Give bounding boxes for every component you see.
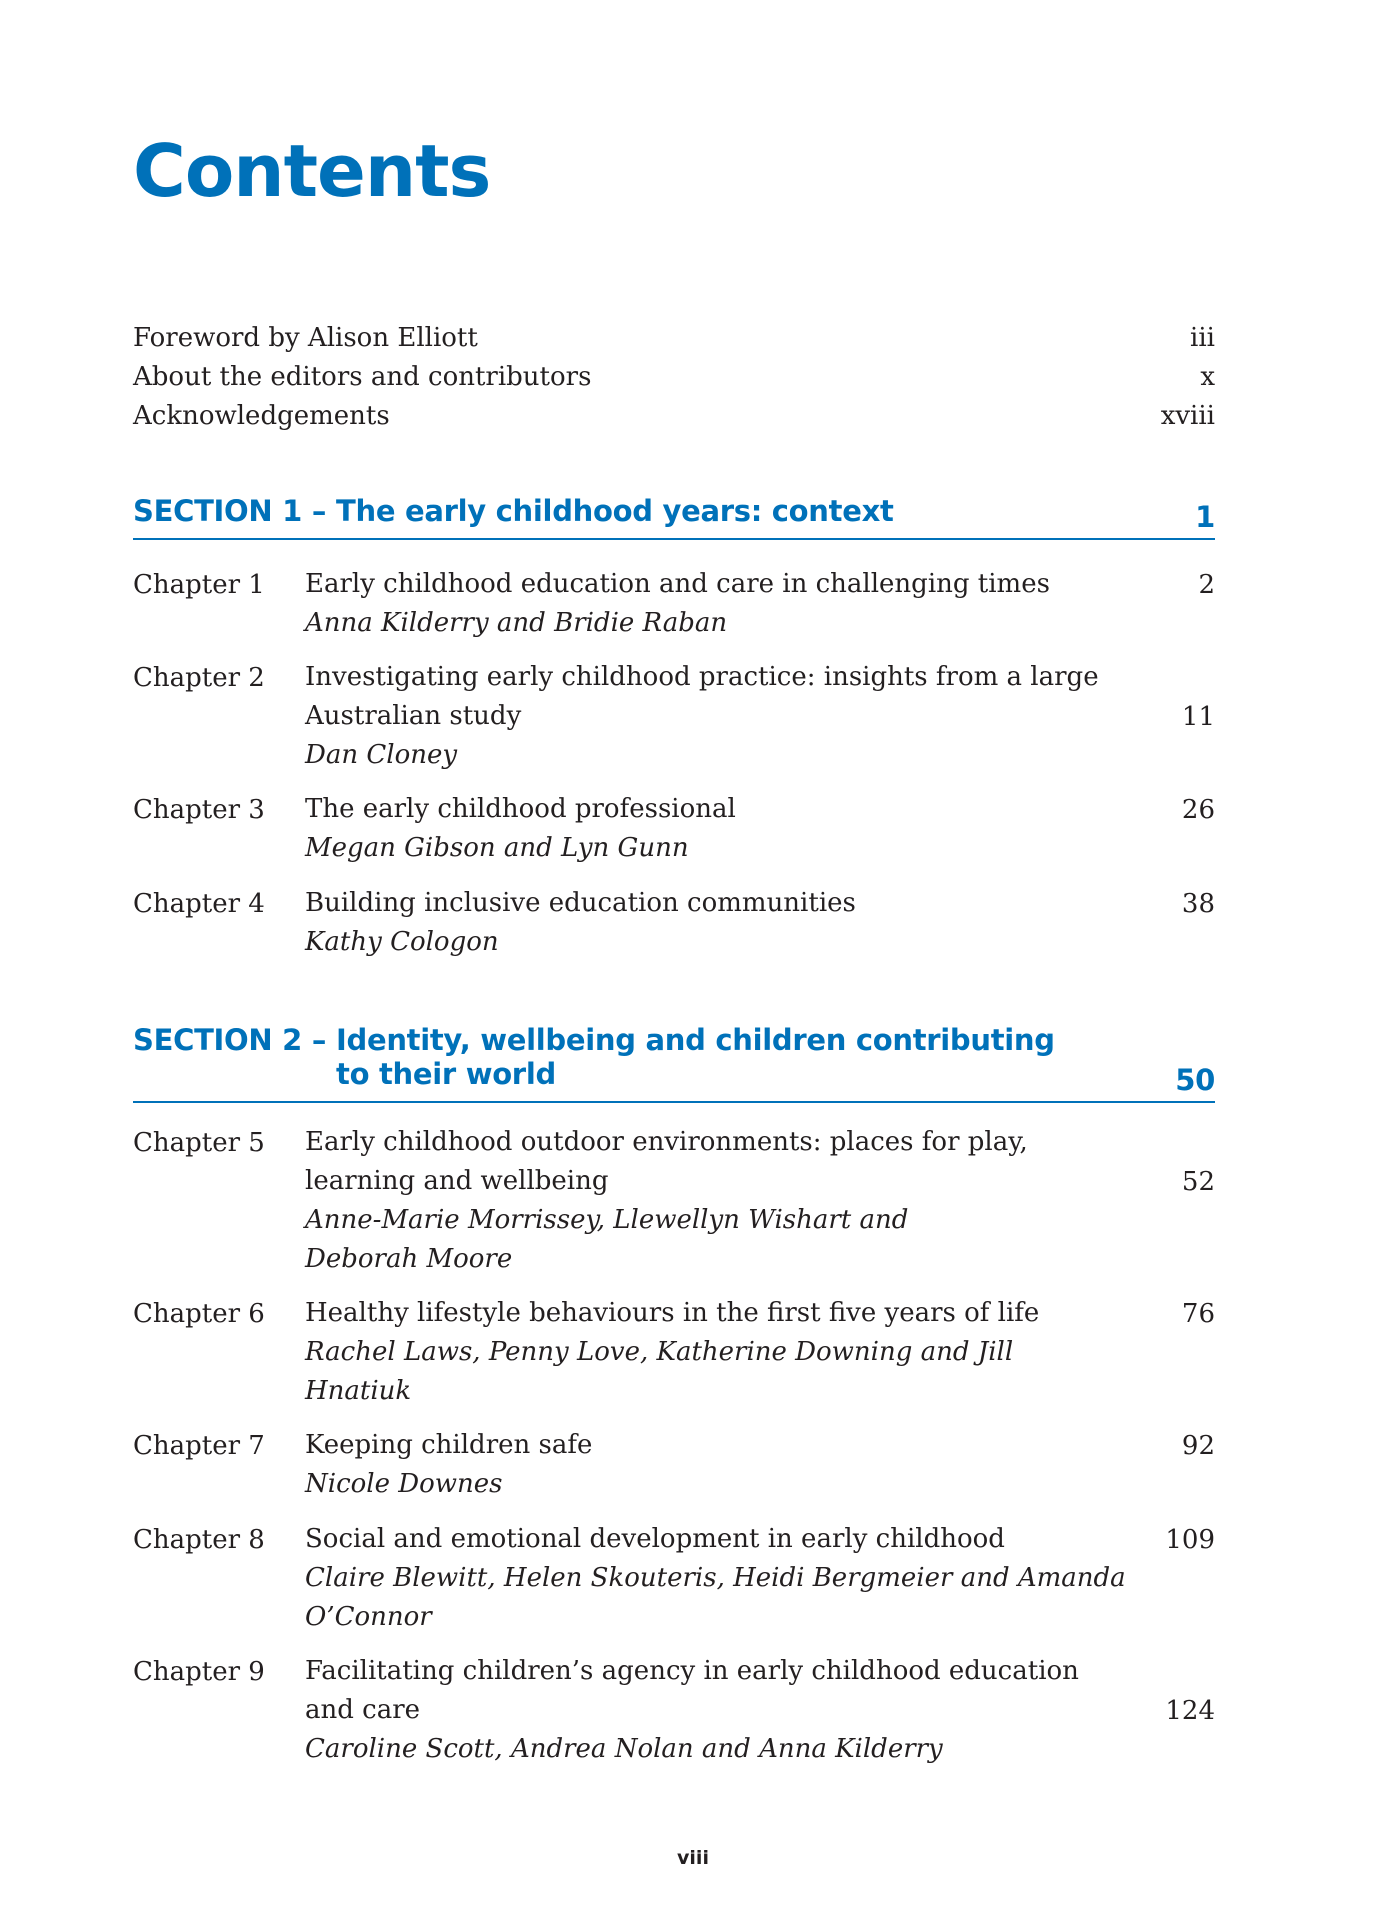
page-title: Contents xyxy=(133,129,491,213)
chapter-number: Chapter 8 xyxy=(133,1525,265,1555)
front-matter-row-foreword xyxy=(133,318,1215,358)
chapter-page: 38 xyxy=(1181,889,1215,919)
chapter-author-line: Megan Gibson and Lyn Gunn xyxy=(305,833,689,863)
chapter-title-line: Healthy lifestyle behaviours in the first five years of life xyxy=(305,1298,1040,1328)
front-matter-row-about xyxy=(133,357,1215,397)
chapter-number: Chapter 4 xyxy=(133,889,265,919)
chapter-title-line: The early childhood professional xyxy=(305,794,736,824)
chapter-number: Chapter 9 xyxy=(133,1657,265,1687)
chapter-title-line: Australian study xyxy=(305,701,522,731)
chapter-text xyxy=(305,1426,1155,1504)
section-title xyxy=(336,494,894,528)
chapter-text xyxy=(305,1652,1155,1769)
chapter-title-line: Investigating early childhood practice: insights from a large xyxy=(305,662,1099,692)
section-page: 50 xyxy=(1175,1063,1215,1097)
front-matter-row-acknowledgements xyxy=(133,396,1215,436)
chapter-author-line: Anne-Marie Morrissey, Llewellyn Wishart and xyxy=(305,1205,909,1235)
section-page: 1 xyxy=(1195,500,1215,534)
chapter-number: Chapter 7 xyxy=(133,1431,265,1461)
chapter-title-line: Keeping children safe xyxy=(305,1430,593,1460)
chapter-author-line: Dan Cloney xyxy=(305,740,458,770)
section-title-line: Identity, wellbeing and children contributing xyxy=(336,1023,1055,1057)
page-number: viii xyxy=(677,1847,709,1869)
chapter-author-line: Hnatiuk xyxy=(305,1376,412,1406)
chapter-author-line: Claire Blewitt, Helen Skouteris, Heidi Bergmeier and Amanda xyxy=(305,1563,1126,1593)
chapter-title-line: Early childhood education and care in challenging times xyxy=(305,569,1050,599)
chapter-page: 2 xyxy=(1198,570,1215,600)
section-title xyxy=(336,1023,1055,1091)
chapter-text xyxy=(305,1294,1155,1411)
chapter-text xyxy=(305,1123,1155,1279)
chapter-title-line: Facilitating children’s agency in early childhood education xyxy=(305,1656,1079,1686)
chapter-author-line: Nicole Downes xyxy=(305,1469,503,1499)
chapter-author-line: Kathy Cologon xyxy=(305,927,499,957)
chapter-number: Chapter 5 xyxy=(133,1128,265,1158)
front-matter-label: Acknowledgements xyxy=(133,401,390,431)
front-matter-page: x xyxy=(1200,362,1215,392)
front-matter-label: Foreword by Alison Elliott xyxy=(133,323,478,353)
chapter-page: 124 xyxy=(1165,1696,1215,1726)
front-matter-page: xviii xyxy=(1160,401,1215,431)
section-label: SECTION 2 – xyxy=(133,1023,327,1057)
chapter-page: 52 xyxy=(1181,1167,1215,1197)
section-label: SECTION 1 – xyxy=(133,494,327,528)
chapter-title-line: Social and emotional development in early childhood xyxy=(305,1524,1005,1554)
chapter-number: Chapter 3 xyxy=(133,795,265,825)
section-heading-1 xyxy=(133,494,1215,540)
chapter-author-line: Deborah Moore xyxy=(305,1244,513,1274)
chapter-title-line: and care xyxy=(305,1695,421,1725)
chapter-text xyxy=(305,565,1155,643)
chapter-text xyxy=(305,658,1155,775)
section-heading-2 xyxy=(133,1023,1215,1103)
chapter-page: 109 xyxy=(1165,1525,1215,1555)
chapter-page: 76 xyxy=(1181,1299,1215,1329)
chapter-title-line: Building inclusive education communities xyxy=(305,888,856,918)
chapter-author-line: Caroline Scott, Andrea Nolan and Anna Kilderry xyxy=(305,1734,943,1764)
chapter-page: 92 xyxy=(1181,1431,1215,1461)
chapter-text xyxy=(305,1520,1155,1637)
chapter-number: Chapter 1 xyxy=(133,570,265,600)
chapter-text xyxy=(305,790,1155,868)
chapter-page: 26 xyxy=(1181,795,1215,825)
section-title-line: to their world xyxy=(336,1057,556,1091)
chapter-page: 11 xyxy=(1181,702,1215,732)
chapter-number: Chapter 6 xyxy=(133,1299,265,1329)
chapter-author-line: Rachel Laws, Penny Love, Katherine Downing and Jill xyxy=(305,1337,1014,1367)
chapter-number: Chapter 2 xyxy=(133,663,265,693)
chapter-text xyxy=(305,884,1155,962)
chapter-author-line: O’Connor xyxy=(305,1602,432,1632)
chapter-title-line: Early childhood outdoor environments: places for play, xyxy=(305,1127,1028,1157)
chapter-author-line: Anna Kilderry and Bridie Raban xyxy=(305,608,728,638)
chapter-title-line: learning and wellbeing xyxy=(305,1166,609,1196)
front-matter-label: About the editors and contributors xyxy=(133,362,592,392)
section-title-line: The early childhood years: context xyxy=(336,494,894,528)
front-matter-page: iii xyxy=(1190,323,1215,353)
